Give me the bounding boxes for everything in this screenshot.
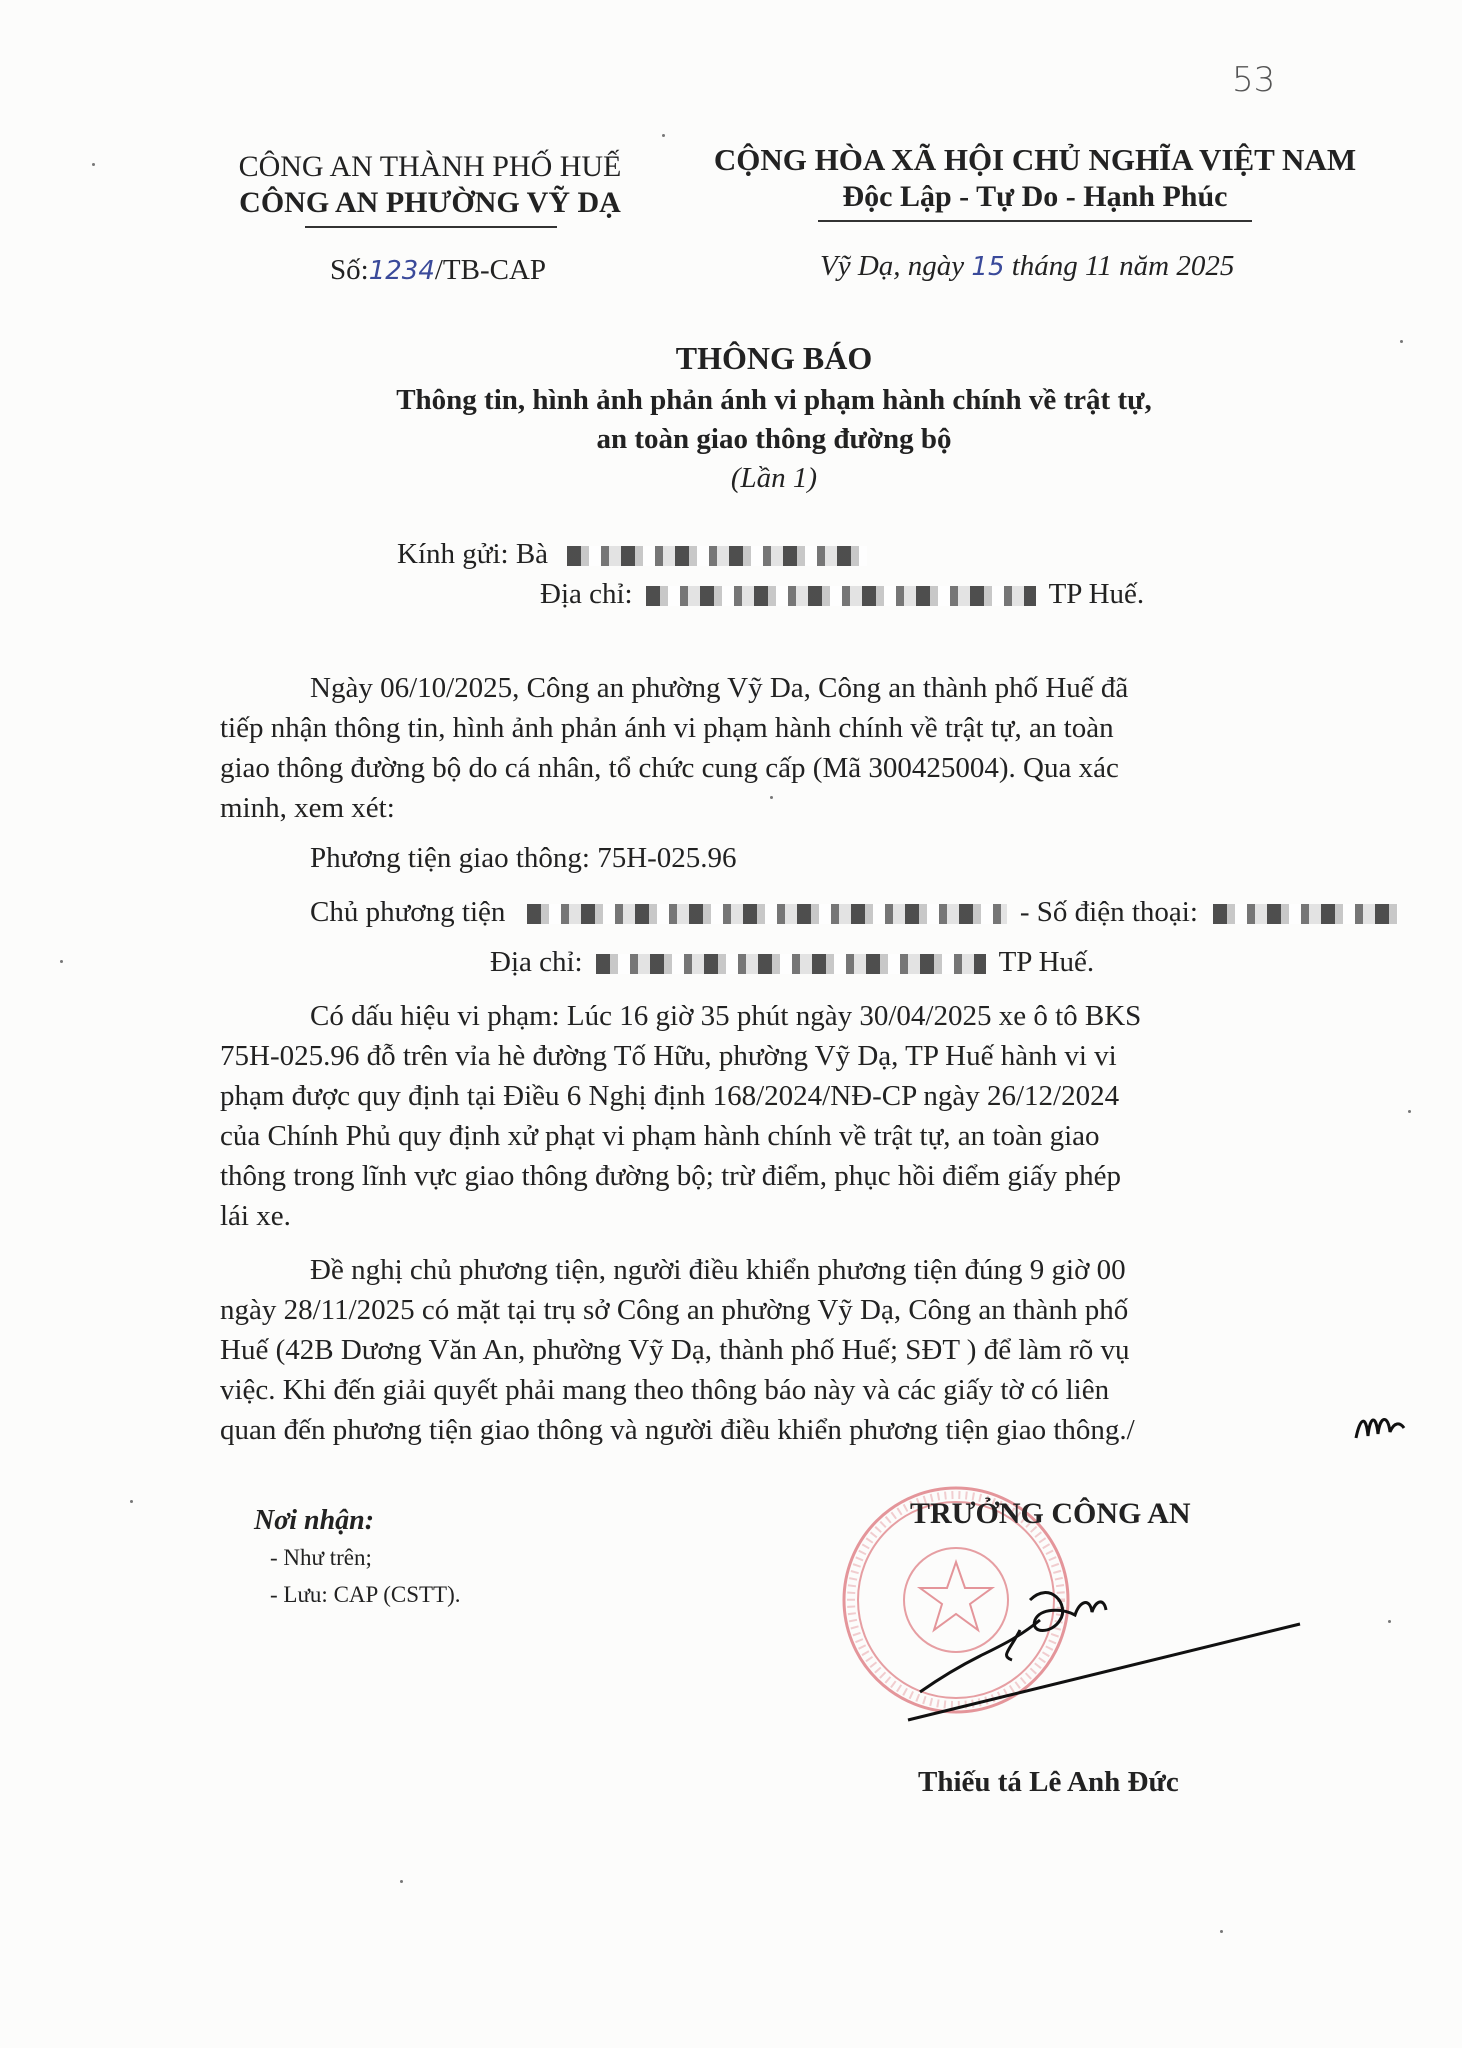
org-underline [305, 226, 557, 228]
document-subtitle-1: Thông tin, hình ảnh phản ánh vi phạm hành chính về trật tự, [396, 384, 1152, 416]
signer-name: Thiếu tá Lê Anh Đức [918, 1766, 1179, 1798]
document-date [820, 250, 1234, 283]
owner-address-suffix: TP Huế. [998, 946, 1095, 978]
para3-line: ngày 28/11/2025 có mặt tại trụ sở Công an phường Vỹ Dạ, Công an thành phố [220, 1294, 1129, 1326]
para2-line: của Chính Phủ quy định xử phạt vi phạm hành chính về trật tự, an toàn giao [220, 1120, 1100, 1152]
para1-line: tiếp nhận thông tin, hình ảnh phản ánh vi phạm hành chính về trật tự, an toàn [220, 712, 1114, 744]
owner-line [310, 892, 1398, 932]
redacted-address [646, 586, 1036, 606]
para2-line: 75H-025.96 đỗ trên vỉa hè đường Tố Hữu, phường Vỹ Dạ, TP Huế hành vi vi [220, 1040, 1117, 1072]
recipient-label: Kính gửi: Bà [397, 538, 549, 570]
motto-underline [818, 220, 1252, 222]
number-prefix: Số: [330, 254, 369, 286]
para3-line: Huế (42B Dương Văn An, phường Vỹ Dạ, thành phố Huế; SĐT ) để làm rõ vụ [220, 1334, 1130, 1366]
redacted-phone [1213, 904, 1398, 924]
signature [900, 1560, 1310, 1730]
redacted-owner-address [596, 954, 986, 974]
org-unit: CÔNG AN PHƯỜNG VỸ DẠ [239, 186, 621, 219]
initials-mark [1352, 1408, 1408, 1448]
number-handwritten: 1234 [368, 256, 435, 286]
nation-title: CỘNG HÒA XÃ HỘI CHỦ NGHĨA VIỆT NAM [713, 142, 1357, 177]
para1-line: giao thông đường bộ do cá nhân, tổ chức cung cấp (Mã 300425004). Qua xác [220, 752, 1119, 784]
para2-line: phạm được quy định tại Điều 6 Nghị định 168/2024/NĐ-CP ngày 26/12/2024 [220, 1080, 1120, 1112]
para2-line: Có dấu hiệu vi phạm: Lúc 16 giờ 35 phút ngày 30/04/2025 xe ô tô BKS [310, 1000, 1142, 1032]
redacted-owner [527, 904, 1007, 924]
nation-motto: Độc Lập - Tự Do - Hạnh Phúc [842, 180, 1228, 213]
org-parent: CÔNG AN THÀNH PHỐ HUẾ [238, 150, 622, 183]
recipients-heading: Nơi nhận: [254, 1505, 375, 1536]
owner-address-line [490, 942, 1094, 982]
para3-line: quan đến phương tiện giao thông và người điều khiển phương tiện giao thông./ [220, 1414, 1135, 1446]
document-times: (Lần 1) [730, 462, 818, 494]
owner-label: Chủ phương tiện [310, 896, 506, 928]
para3-line: Đề nghị chủ phương tiện, người điều khiển phương tiện đúng 9 giờ 00 [310, 1254, 1126, 1286]
redacted-name [567, 546, 867, 566]
vehicle-line: Phương tiện giao thông: 75H-025.96 [310, 842, 737, 874]
recipient-address-line [540, 574, 1144, 614]
page-number: 53 [1232, 60, 1276, 100]
date-prefix: Vỹ Dạ, ngày [820, 250, 965, 282]
owner-address-label: Địa chỉ: [490, 946, 583, 978]
para1-line: Ngày 06/10/2025, Công an phường Vỹ Da, Công an thành phố Huế đã [310, 672, 1129, 704]
document-title: THÔNG BÁO [675, 340, 873, 376]
date-suffix: tháng 11 năm 2025 [1011, 250, 1235, 282]
para3-line: việc. Khi đến giải quyết phải mang theo thông báo này và các giấy tờ có liên [220, 1374, 1110, 1406]
document-number [330, 254, 546, 287]
signature-position: TRƯỞNG CÔNG AN [910, 1497, 1191, 1530]
recipient-address-label: Địa chỉ: [540, 578, 633, 610]
recipient-line [397, 534, 867, 574]
para1-line: minh, xem xét: [220, 792, 395, 824]
date-day-handwritten: 15 [971, 252, 1005, 282]
recipients-item: - Lưu: CAP (CSTT). [270, 1582, 461, 1607]
recipients-item: - Như trên; [270, 1545, 372, 1570]
recipient-address-suffix: TP Huế. [1048, 578, 1145, 610]
para2-line: lái xe. [220, 1200, 291, 1232]
para2-line: thông trong lĩnh vực giao thông đường bộ; trừ điểm, phục hồi điểm giấy phép [220, 1160, 1121, 1192]
document-subtitle-2: an toàn giao thông đường bộ [596, 423, 952, 455]
phone-label: - Số điện thoại: [1019, 896, 1198, 928]
number-suffix: /TB-CAP [434, 254, 547, 286]
